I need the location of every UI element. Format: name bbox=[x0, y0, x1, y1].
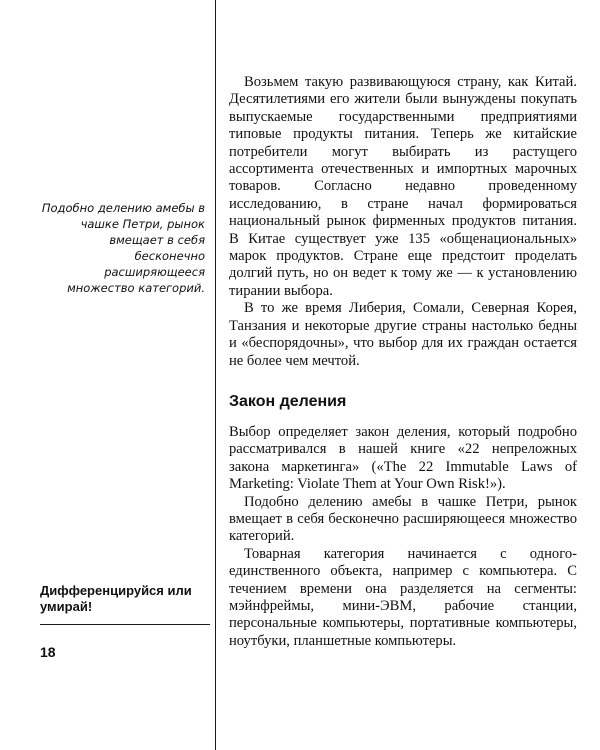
paragraph-poor-countries: В то же время Либерия, Сомали, Северная Корея, Танзания и некоторые другие страны настолько бедны и «беспорядочны», что выбор для их граждан остается не более чем мечтой. bbox=[229, 300, 577, 369]
page-number: 18 bbox=[40, 644, 56, 660]
column-divider bbox=[215, 0, 216, 750]
paragraph-computer-category: Товарная категория начинается с одного-единственного объекта, например с компьютера. С течением времени она разделяется на сегменты: мэйнфреймы, мини-ЭВМ, рабочие станции, персональные компьютеры, портативные компьютеры, ноутбуки, планшетные компьютеры. bbox=[229, 545, 577, 649]
paragraph-china: Возьмем такую развивающуюся страну, как Китай. Десятилетиями его жители были вынуждены покупать выпускаемые государственными предприятиями типовые продукты питания. Теперь же китайские потребители могут выбирать из растущего ассортимента отечественных и импортных марочных товаров. Согласно недавно проведенному исследованию, в стране начал формироваться национальный рынок фирменных продуктов питания. В Китае существует уже 135 «общенациональных» марок продуктов. Стране еще предстоит проделать долгий путь, но он ведет к тому же — к установлению тирании выбора. bbox=[229, 74, 577, 299]
footer-rule bbox=[40, 624, 210, 625]
section-title: Закон деления bbox=[229, 392, 347, 410]
paragraph-law-of-division: Выбор определяет закон деления, который подробно рассматривался в нашей книге «22 непреложных закона маркетинга» («The 22 Immutable Laws of Marketing: Violate Them at Your Own Risk!»). bbox=[229, 423, 577, 493]
margin-note: Подобно делению амебы в чашке Петри, рынок вмещает в себя бесконечно расширяющееся множество категорий. bbox=[41, 201, 205, 295]
main-text bbox=[229, 74, 577, 650]
paragraph-amoeba: Подобно делению амебы в чашке Петри, рынок вмещает в себя бесконечно расширяющееся множество категорий. bbox=[229, 493, 577, 545]
running-footer-title: Дифференцируйся или умирай! bbox=[40, 583, 192, 614]
